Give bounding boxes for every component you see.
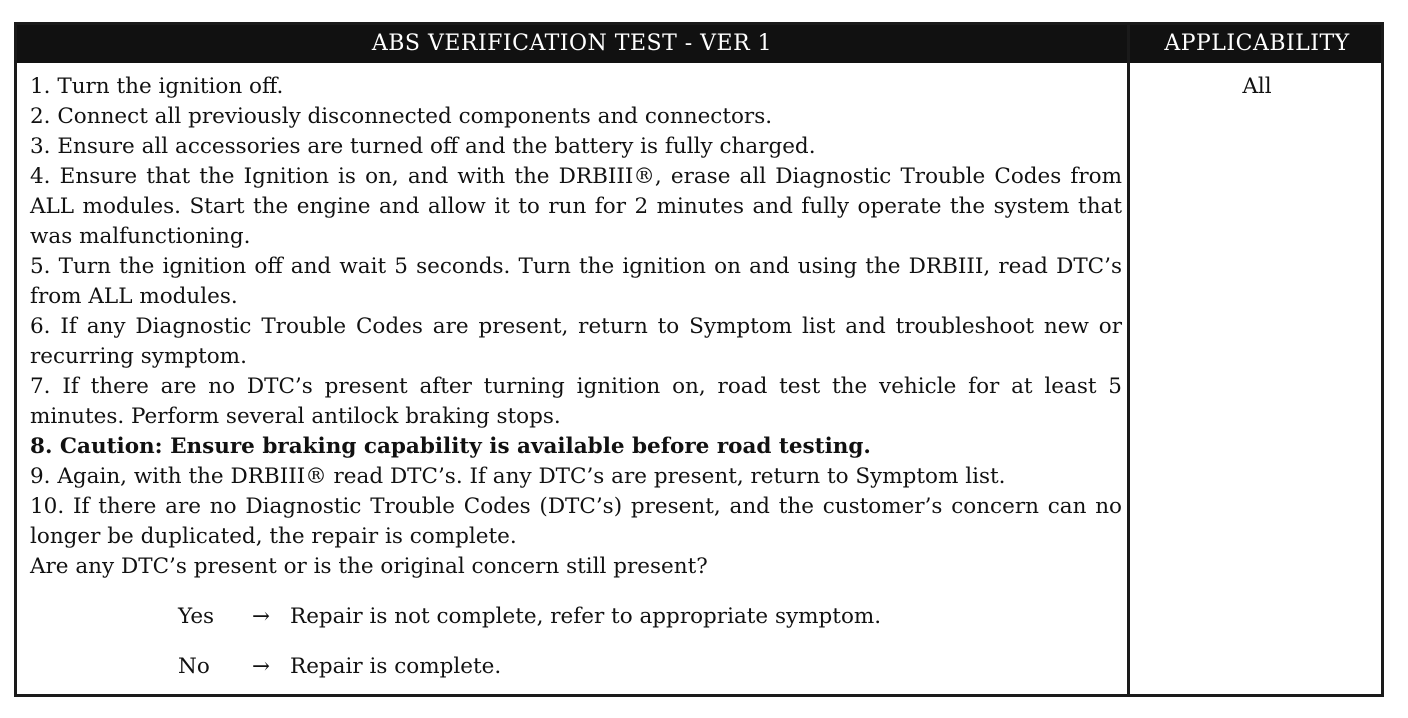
column-divider <box>1127 25 1130 694</box>
answer-yes-text: Repair is not complete, refer to appropriate symptom. <box>290 604 882 629</box>
arrow-right-icon: → <box>251 654 270 679</box>
answer-yes <box>178 602 1122 632</box>
answer-list <box>178 602 1122 682</box>
step-1: 1. Turn the ignition off. <box>30 74 284 99</box>
step-2: 2. Connect all previously disconnected components and connectors. <box>30 104 773 129</box>
step-9: 9. Again, with the DRBIII® read DTC’s. If any DTC’s are present, return to Symptom list. <box>30 464 1006 489</box>
verification-table <box>14 22 1384 697</box>
answer-no-label: No <box>178 654 210 679</box>
step-7: 7. If there are no DTC’s present after turning ignition on, road test the vehicle for at least 5 minutes. Perform several antilock braking stops. <box>30 374 1122 429</box>
answer-no-text: Repair is complete. <box>290 654 502 679</box>
step-8-caution: 8. Caution: Ensure braking capability is available before road testing. <box>30 434 871 459</box>
step-3: 3. Ensure all accessories are turned off and the battery is fully charged. <box>30 134 816 159</box>
applicability-header: APPLICABILITY <box>1164 31 1350 56</box>
table-header-row <box>17 25 1381 63</box>
applicability-value: All <box>1242 74 1272 99</box>
step-4: 4. Ensure that the Ignition is on, and with the DRBIII®, erase all Diagnostic Trouble Codes from ALL modules. Start the engine and allow it to run for 2 minutes and fully operate the system that was malfunctioning. <box>30 164 1122 249</box>
step-5: 5. Turn the ignition off and wait 5 seconds. Turn the ignition on and using the DRBIII, read DTC’s from ALL modules. <box>30 254 1122 309</box>
step-10: 10. If there are no Diagnostic Trouble Codes (DTC’s) present, and the customer’s concern can no longer be duplicated, the repair is complete. <box>30 494 1122 549</box>
verification-question: Are any DTC’s present or is the original concern still present? <box>30 554 708 579</box>
procedure-content <box>30 72 1122 702</box>
arrow-right-icon: → <box>251 604 270 629</box>
answer-yes-label: Yes <box>178 604 215 629</box>
step-6: 6. If any Diagnostic Trouble Codes are present, return to Symptom list and troubleshoot new or recurring symptom. <box>30 314 1122 369</box>
table-title: ABS VERIFICATION TEST - VER 1 <box>371 31 773 56</box>
answer-no <box>178 652 1122 682</box>
